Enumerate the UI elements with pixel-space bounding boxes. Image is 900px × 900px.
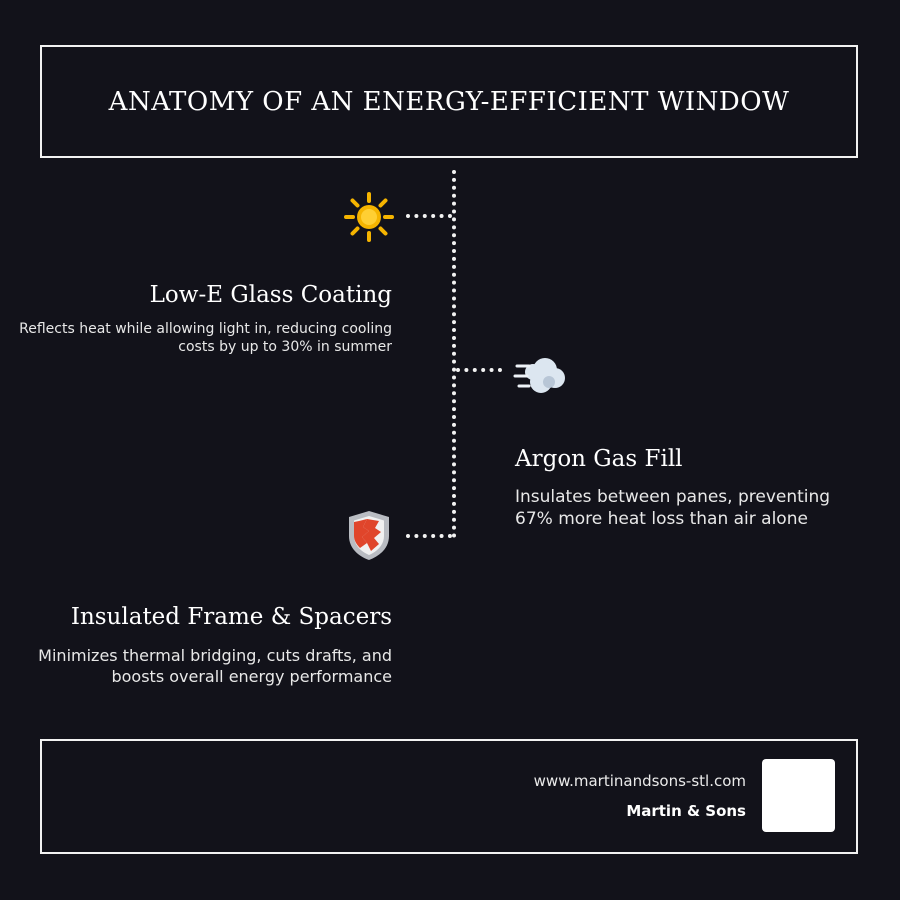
- logo-placeholder: [762, 759, 835, 832]
- feature-desc-argon: Insulates between panes, preventing 67% more heat loss than air alone: [515, 487, 831, 530]
- sun-connector: [406, 214, 452, 218]
- vertical-connector: [452, 170, 456, 538]
- feature-title-low-e: Low-E Glass Coating: [149, 282, 392, 308]
- footer: [40, 739, 858, 854]
- page-title: ANATOMY OF AN ENERGY-EFFICIENT WINDOW: [108, 86, 790, 117]
- brand-name: Martin & Sons: [626, 802, 746, 820]
- feature-desc-low-e: Reflects heat while allowing light in, reducing cooling costs by up to 30% in summer: [19, 321, 392, 356]
- feature-title-frame: Insulated Frame & Spacers: [70, 604, 392, 630]
- wind-connector: [456, 368, 502, 372]
- wind-icon: [513, 346, 569, 402]
- website-link[interactable]: www.martinandsons-stl.com: [533, 772, 746, 790]
- shield-icon: [345, 508, 393, 562]
- sun-icon: [342, 190, 396, 244]
- title-banner: [40, 45, 858, 158]
- feature-title-argon: Argon Gas Fill: [515, 446, 683, 472]
- feature-desc-frame: Minimizes thermal bridging, cuts drafts, and boosts overall energy performance: [38, 646, 392, 686]
- shield-connector: [406, 534, 452, 538]
